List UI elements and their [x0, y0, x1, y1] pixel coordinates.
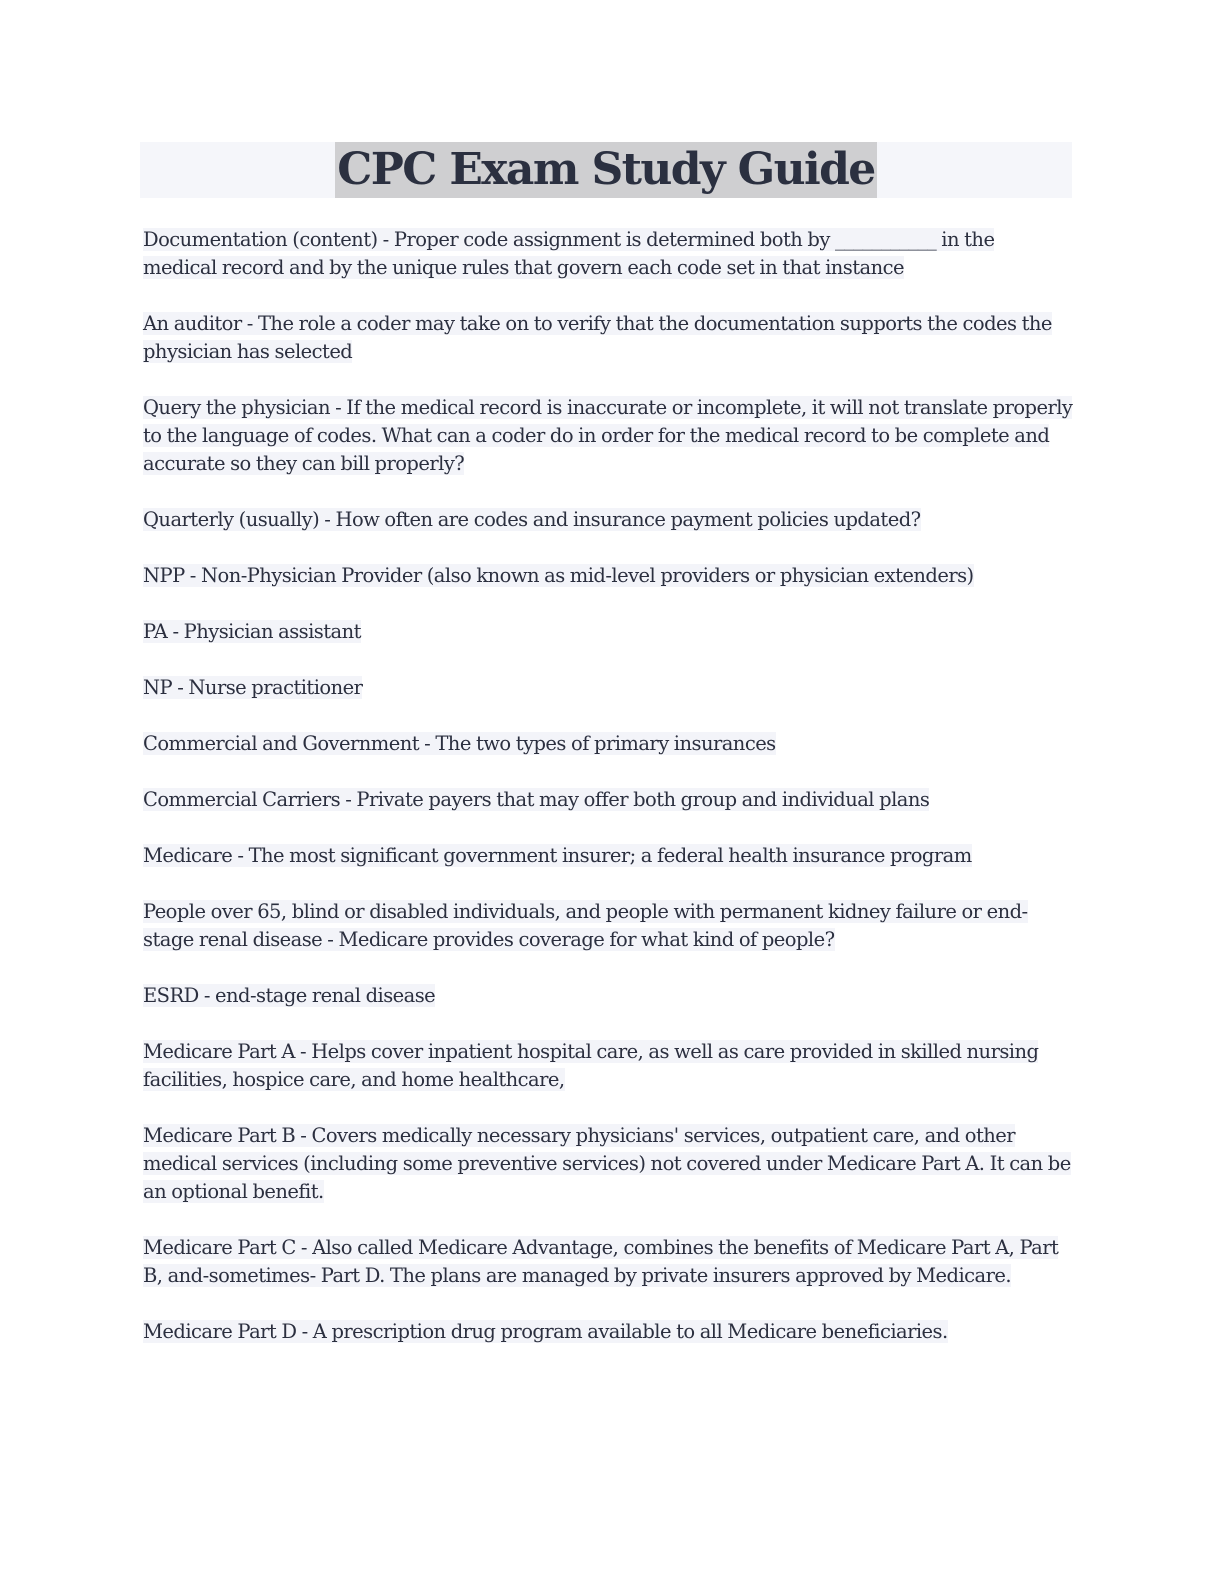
entry-text: Query the physician - If the medical record is inaccurate or incomplete, it will not translate properly to the language of codes. What can a coder do in order for the medical record to be complete and accurate so they can bill properly? — [143, 396, 1073, 475]
entry-text: NPP - Non-Physician Provider (also known as mid-level providers or physician extenders) — [143, 564, 974, 587]
entry-text: Medicare Part B - Covers medically necessary physicians' services, outpatient care, and other medical services (including some preventive services) not covered under Medicare Part A. It can be an optional benefit. — [143, 1124, 1071, 1203]
flashcard-entry — [143, 562, 1073, 590]
flashcard-entry — [143, 842, 1073, 870]
flashcard-entry — [143, 786, 1073, 814]
flashcard-entry — [143, 730, 1073, 758]
flashcard-entry — [143, 1234, 1073, 1290]
entry-text: Medicare Part C - Also called Medicare Advantage, combines the benefits of Medicare Part A, Part B, and-sometimes- Part D. The plans are managed by private insurers approved by Medicare. — [143, 1236, 1059, 1287]
entry-text: PA - Physician assistant — [143, 620, 361, 643]
entry-text: Documentation (content) - Proper code assignment is determined both by ___________ in the medical record and by the unique rules that govern each code set in that instance — [143, 228, 995, 279]
entry-text: NP - Nurse practitioner — [143, 676, 363, 699]
flashcard-entry — [143, 506, 1073, 534]
flashcard-list — [143, 226, 1073, 1374]
flashcard-entry — [143, 898, 1073, 954]
flashcard-entry — [143, 394, 1073, 478]
flashcard-entry — [143, 226, 1073, 282]
title-band — [140, 142, 1072, 198]
flashcard-entry — [143, 618, 1073, 646]
entry-text: Quarterly (usually) - How often are codes and insurance payment policies updated? — [143, 508, 921, 531]
entry-text: Commercial and Government - The two types of primary insurances — [143, 732, 776, 755]
entry-text: People over 65, blind or disabled individuals, and people with permanent kidney failure or end-stage renal disease - Medicare provides coverage for what kind of people? — [143, 900, 1028, 951]
flashcard-entry — [143, 674, 1073, 702]
entry-text: Commercial Carriers - Private payers that may offer both group and individual plans — [143, 788, 930, 811]
entry-text: An auditor - The role a coder may take on to verify that the documentation supports the codes the physician has selected — [143, 312, 1052, 363]
flashcard-entry — [143, 982, 1073, 1010]
flashcard-entry — [143, 1038, 1073, 1094]
flashcard-entry — [143, 1122, 1073, 1206]
entry-text: Medicare Part A - Helps cover inpatient hospital care, as well as care provided in skilled nursing facilities, hospice care, and home healthcare, — [143, 1040, 1039, 1091]
entry-text: ESRD - end-stage renal disease — [143, 984, 436, 1007]
flashcard-entry — [143, 310, 1073, 366]
entry-text: Medicare - The most significant government insurer; a federal health insurance program — [143, 844, 972, 867]
flashcard-entry — [143, 1318, 1073, 1346]
page-title: CPC Exam Study Guide — [335, 142, 876, 198]
entry-text: Medicare Part D - A prescription drug program available to all Medicare beneficiaries. — [143, 1320, 948, 1343]
